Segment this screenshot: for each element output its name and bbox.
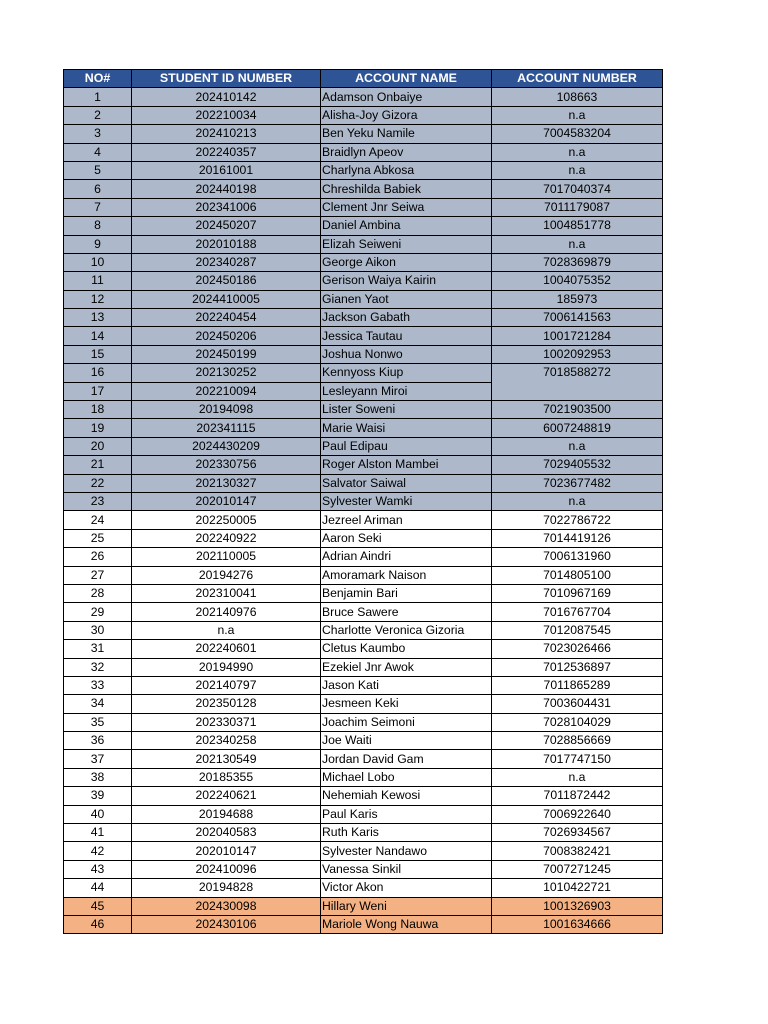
table-row [64, 915, 663, 933]
student-id-cell: n.a [132, 621, 321, 639]
student-id-cell: 202410096 [132, 860, 321, 878]
student-id-cell: 202010147 [132, 492, 321, 510]
row-number-cell: 27 [64, 566, 132, 584]
table-row [64, 143, 663, 161]
account-number-cell: 7014805100 [492, 566, 663, 584]
student-id-cell: 202010147 [132, 842, 321, 860]
row-number-cell: 40 [64, 805, 132, 823]
row-number-cell: 30 [64, 621, 132, 639]
account-name-cell: Roger Alston Mambei [321, 456, 492, 474]
student-id-cell: 202140976 [132, 603, 321, 621]
student-id-cell: 202450206 [132, 327, 321, 345]
row-number-cell: 19 [64, 419, 132, 437]
account-name-cell: Joachim Seimoni [321, 713, 492, 731]
student-id-cell: 20194276 [132, 566, 321, 584]
account-number-cell: n.a [492, 106, 663, 124]
row-number-cell: 12 [64, 290, 132, 308]
account-number-cell: 1004075352 [492, 272, 663, 290]
account-name-cell: Alisha-Joy Gizora [321, 106, 492, 124]
account-number-cell: 1004851778 [492, 217, 663, 235]
row-number-cell: 10 [64, 253, 132, 271]
row-number-cell: 14 [64, 327, 132, 345]
student-id-cell: 202410213 [132, 125, 321, 143]
table-row [64, 750, 663, 768]
student-id-cell: 202250005 [132, 511, 321, 529]
student-id-cell: 202340287 [132, 253, 321, 271]
table-row [64, 198, 663, 216]
account-number-cell: 7006922640 [492, 805, 663, 823]
account-name-cell: George Aikon [321, 253, 492, 271]
account-name-cell: Salvator Saiwal [321, 474, 492, 492]
account-name-cell: Joe Waiti [321, 732, 492, 750]
table-row [64, 768, 663, 786]
account-name-cell: Ruth Karis [321, 824, 492, 842]
student-id-cell: 202341006 [132, 198, 321, 216]
student-id-cell: 20194828 [132, 879, 321, 897]
student-account-table [63, 69, 663, 934]
table-row [64, 401, 663, 419]
row-number-cell: 16 [64, 364, 132, 382]
table-row [64, 437, 663, 455]
account-name-cell: Ben Yeku Namile [321, 125, 492, 143]
student-id-cell: 202450199 [132, 345, 321, 363]
table-row [64, 640, 663, 658]
account-number-cell: 7003604431 [492, 695, 663, 713]
student-id-cell: 202210034 [132, 106, 321, 124]
account-number-cell: 7004583204 [492, 125, 663, 143]
account-number-cell: 7028856669 [492, 732, 663, 750]
student-id-cell: 202040583 [132, 824, 321, 842]
account-number-cell: 7006141563 [492, 309, 663, 327]
account-name-cell: Mariole Wong Nauwa [321, 915, 492, 933]
table-row [64, 658, 663, 676]
row-number-cell: 31 [64, 640, 132, 658]
account-number-cell: 7012536897 [492, 658, 663, 676]
student-id-cell: 202430098 [132, 897, 321, 915]
account-name-cell: Jezreel Ariman [321, 511, 492, 529]
account-number-cell: 7023026466 [492, 640, 663, 658]
account-name-cell: Paul Edipau [321, 437, 492, 455]
account-name-cell: Jackson Gabath [321, 309, 492, 327]
table-row [64, 529, 663, 547]
account-number-cell: n.a [492, 235, 663, 253]
table-row [64, 824, 663, 842]
table-row [64, 106, 663, 124]
account-number-cell: 1002092953 [492, 345, 663, 363]
account-number-cell: 7012087545 [492, 621, 663, 639]
table-row [64, 492, 663, 510]
row-number-cell: 13 [64, 309, 132, 327]
account-name-cell: Paul Karis [321, 805, 492, 823]
table-row [64, 88, 663, 106]
table-row [64, 897, 663, 915]
account-number-cell: 7014419126 [492, 529, 663, 547]
row-number-cell: 8 [64, 217, 132, 235]
table-row [64, 621, 663, 639]
table-row [64, 180, 663, 198]
account-name-cell: Bruce Sawere [321, 603, 492, 621]
account-name-cell: Jessica Tautau [321, 327, 492, 345]
account-name-cell: Victor Akon [321, 879, 492, 897]
account-name-cell: Clement Jnr Seiwa [321, 198, 492, 216]
row-number-cell: 5 [64, 161, 132, 179]
account-number-cell: 7018588272 [492, 364, 663, 401]
student-id-cell: 20194990 [132, 658, 321, 676]
row-number-cell: 21 [64, 456, 132, 474]
header-student-id: STUDENT ID NUMBER [132, 70, 321, 88]
account-number-cell: 7017747150 [492, 750, 663, 768]
account-name-cell: Cletus Kaumbo [321, 640, 492, 658]
table-row [64, 713, 663, 731]
row-number-cell: 43 [64, 860, 132, 878]
header-no: NO# [64, 70, 132, 88]
account-name-cell: Chreshilda Babiek [321, 180, 492, 198]
account-name-cell: Charlotte Veronica Gizoria [321, 621, 492, 639]
account-number-cell: 6007248819 [492, 419, 663, 437]
table-row [64, 456, 663, 474]
account-name-cell: Jason Kati [321, 676, 492, 694]
table-row [64, 566, 663, 584]
student-id-cell: 202330371 [132, 713, 321, 731]
row-number-cell: 36 [64, 732, 132, 750]
table-row [64, 732, 663, 750]
student-id-cell: 202240601 [132, 640, 321, 658]
table-row [64, 474, 663, 492]
student-id-cell: 202310041 [132, 584, 321, 602]
account-number-cell: n.a [492, 492, 663, 510]
account-number-cell: 7011865289 [492, 676, 663, 694]
row-number-cell: 11 [64, 272, 132, 290]
table-row [64, 217, 663, 235]
table-row [64, 235, 663, 253]
student-id-cell: 20194688 [132, 805, 321, 823]
account-name-cell: Elizah Seiweni [321, 235, 492, 253]
row-number-cell: 26 [64, 548, 132, 566]
row-number-cell: 4 [64, 143, 132, 161]
account-number-cell: n.a [492, 437, 663, 455]
row-number-cell: 18 [64, 401, 132, 419]
student-id-cell: 202430106 [132, 915, 321, 933]
table-row [64, 584, 663, 602]
row-number-cell: 42 [64, 842, 132, 860]
account-number-cell: 7017040374 [492, 180, 663, 198]
table-row [64, 364, 663, 382]
table-row [64, 676, 663, 694]
account-number-cell: 7006131960 [492, 548, 663, 566]
table-body [64, 88, 663, 934]
account-number-cell: 108663 [492, 88, 663, 106]
account-number-cell: 7028104029 [492, 713, 663, 731]
account-name-cell: Gerison Waiya Kairin [321, 272, 492, 290]
account-number-cell: 7007271245 [492, 860, 663, 878]
student-id-cell: 202340258 [132, 732, 321, 750]
student-id-cell: 202330756 [132, 456, 321, 474]
student-id-cell: 202140797 [132, 676, 321, 694]
account-name-cell: Marie Waisi [321, 419, 492, 437]
account-name-cell: Braidlyn Apeov [321, 143, 492, 161]
student-id-cell: 20185355 [132, 768, 321, 786]
row-number-cell: 34 [64, 695, 132, 713]
account-name-cell: Aaron Seki [321, 529, 492, 547]
account-name-cell: Nehemiah Kewosi [321, 787, 492, 805]
row-number-cell: 41 [64, 824, 132, 842]
table-row [64, 511, 663, 529]
table-row [64, 603, 663, 621]
account-name-cell: Hillary Weni [321, 897, 492, 915]
student-id-cell: 20194098 [132, 401, 321, 419]
student-id-cell: 202240621 [132, 787, 321, 805]
student-id-cell: 202110005 [132, 548, 321, 566]
student-id-cell: 202450186 [132, 272, 321, 290]
row-number-cell: 33 [64, 676, 132, 694]
table-row [64, 327, 663, 345]
account-number-cell: n.a [492, 768, 663, 786]
account-name-cell: Sylvester Wamki [321, 492, 492, 510]
row-number-cell: 38 [64, 768, 132, 786]
row-number-cell: 7 [64, 198, 132, 216]
account-number-cell: 7016767704 [492, 603, 663, 621]
table-row [64, 805, 663, 823]
row-number-cell: 28 [64, 584, 132, 602]
table-row [64, 272, 663, 290]
account-number-cell: 185973 [492, 290, 663, 308]
table-row [64, 290, 663, 308]
row-number-cell: 6 [64, 180, 132, 198]
account-name-cell: Jesmeen Keki [321, 695, 492, 713]
student-id-cell: 202130252 [132, 364, 321, 382]
table-row [64, 419, 663, 437]
row-number-cell: 15 [64, 345, 132, 363]
row-number-cell: 45 [64, 897, 132, 915]
account-name-cell: Adrian Aindri [321, 548, 492, 566]
account-name-cell: Jordan David Gam [321, 750, 492, 768]
student-id-cell: 202240357 [132, 143, 321, 161]
table-row [64, 161, 663, 179]
account-number-cell: 7029405532 [492, 456, 663, 474]
account-name-cell: Lister Soweni [321, 401, 492, 419]
table-row [64, 695, 663, 713]
student-id-cell: 202130549 [132, 750, 321, 768]
student-id-cell: 202440198 [132, 180, 321, 198]
student-id-cell: 202450207 [132, 217, 321, 235]
row-number-cell: 23 [64, 492, 132, 510]
row-number-cell: 39 [64, 787, 132, 805]
table-row [64, 842, 663, 860]
account-name-cell: Charlyna Abkosa [321, 161, 492, 179]
row-number-cell: 44 [64, 879, 132, 897]
table-row [64, 309, 663, 327]
table-row [64, 860, 663, 878]
row-number-cell: 22 [64, 474, 132, 492]
account-name-cell: Sylvester Nandawo [321, 842, 492, 860]
account-number-cell: 7010967169 [492, 584, 663, 602]
row-number-cell: 37 [64, 750, 132, 768]
student-id-cell: 202010188 [132, 235, 321, 253]
row-number-cell: 20 [64, 437, 132, 455]
table-row [64, 548, 663, 566]
row-number-cell: 46 [64, 915, 132, 933]
account-number-cell: n.a [492, 161, 663, 179]
account-name-cell: Ezekiel Jnr Awok [321, 658, 492, 676]
account-name-cell: Amoramark Naison [321, 566, 492, 584]
account-number-cell: 1010422721 [492, 879, 663, 897]
account-name-cell: Adamson Onbaiye [321, 88, 492, 106]
student-id-cell: 2024430209 [132, 437, 321, 455]
row-number-cell: 25 [64, 529, 132, 547]
header-row [64, 70, 663, 88]
row-number-cell: 3 [64, 125, 132, 143]
account-number-cell: 7008382421 [492, 842, 663, 860]
account-name-cell: Michael Lobo [321, 768, 492, 786]
row-number-cell: 24 [64, 511, 132, 529]
account-name-cell: Lesleyann Miroi [321, 382, 492, 400]
account-number-cell: 7026934567 [492, 824, 663, 842]
row-number-cell: 35 [64, 713, 132, 731]
table-row [64, 787, 663, 805]
row-number-cell: 17 [64, 382, 132, 400]
account-number-cell: 1001634666 [492, 915, 663, 933]
student-id-cell: 2024410005 [132, 290, 321, 308]
account-number-cell: 1001326903 [492, 897, 663, 915]
account-name-cell: Kennyoss Kiup [321, 364, 492, 382]
account-name-cell: Gianen Yaot [321, 290, 492, 308]
table-row [64, 879, 663, 897]
account-name-cell: Joshua Nonwo [321, 345, 492, 363]
account-number-cell: 7021903500 [492, 401, 663, 419]
table-row [64, 345, 663, 363]
header-account-name: ACCOUNT NAME [321, 70, 492, 88]
student-id-cell: 202350128 [132, 695, 321, 713]
row-number-cell: 1 [64, 88, 132, 106]
row-number-cell: 32 [64, 658, 132, 676]
table-row [64, 125, 663, 143]
student-id-cell: 20161001 [132, 161, 321, 179]
account-number-cell: 7023677482 [492, 474, 663, 492]
account-name-cell: Vanessa Sinkil [321, 860, 492, 878]
account-number-cell: 7011179087 [492, 198, 663, 216]
row-number-cell: 2 [64, 106, 132, 124]
account-number-cell: 7022786722 [492, 511, 663, 529]
account-number-cell: 7011872442 [492, 787, 663, 805]
row-number-cell: 29 [64, 603, 132, 621]
table-row [64, 253, 663, 271]
account-number-cell: 1001721284 [492, 327, 663, 345]
student-id-cell: 202240454 [132, 309, 321, 327]
header-account-number: ACCOUNT NUMBER [492, 70, 663, 88]
account-name-cell: Benjamin Bari [321, 584, 492, 602]
student-id-cell: 202130327 [132, 474, 321, 492]
account-name-cell: Daniel Ambina [321, 217, 492, 235]
student-id-cell: 202240922 [132, 529, 321, 547]
row-number-cell: 9 [64, 235, 132, 253]
student-id-cell: 202210094 [132, 382, 321, 400]
student-id-cell: 202410142 [132, 88, 321, 106]
student-id-cell: 202341115 [132, 419, 321, 437]
account-number-cell: 7028369879 [492, 253, 663, 271]
account-number-cell: n.a [492, 143, 663, 161]
